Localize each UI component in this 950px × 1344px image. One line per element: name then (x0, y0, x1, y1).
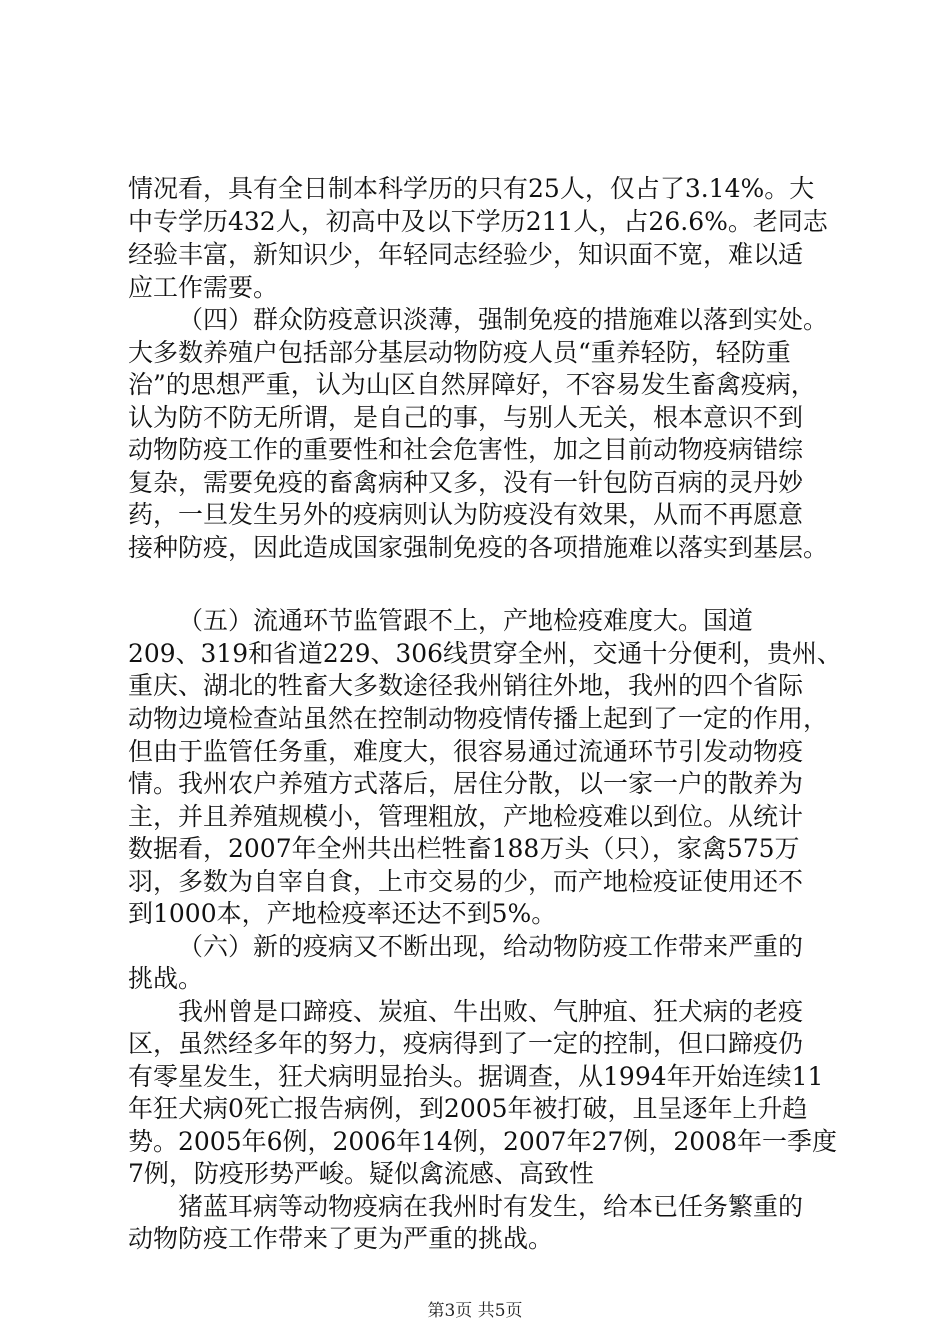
text-line: 经验丰富，新知识少，年轻同志经验少，知识面不宽，难以适 (128, 240, 804, 269)
text-line: 动物防疫工作带来了更为严重的挑战。 (128, 1224, 554, 1253)
section-heading-5: （五）流通环节监管跟不上，产地检疫难度大。国道 (178, 606, 754, 635)
text-line: 情况看，具有全日制本科学历的只有25人，仅占了3.14%。大 (128, 174, 815, 203)
section-heading-4: （四）群众防疫意识淡薄，强制免疫的措施难以落到实处。 (178, 305, 829, 334)
text-line: 数据看，2007年全州共出栏牲畜188万头（只），家禽575万 (128, 834, 800, 863)
text-line: 年狂犬病0死亡报告病例，到2005年被打破，且呈逐年上升趋 (128, 1094, 808, 1123)
text-line: 主，并且养殖规模小，管理粗放，产地检疫难以到位。从统计 (128, 802, 804, 831)
text-line: 209、319和省道229、306线贯穿全州，交通十分便利，贵州、 (128, 639, 842, 668)
text-line: 接种防疫，因此造成国家强制免疫的各项措施难以落实到基层。 (128, 533, 829, 562)
text-line: 认为防不防无所谓，是自己的事，与别人无关，根本意识不到 (128, 403, 804, 432)
text-line: 治”的思想严重，认为山区自然屏障好，不容易发生畜禽疫病， (128, 370, 816, 399)
text-line: 势。2005年6例，2006年14例，2007年27例，2008年一季度 (128, 1127, 838, 1156)
text-line: 情。我州农户养殖方式落后，居住分散，以一家一户的散养为 (128, 769, 804, 798)
text-line: 羽，多数为自宰自食，上市交易的少，而产地检疫证使用还不 (128, 867, 804, 896)
text-line: 重庆、湖北的牲畜大多数途径我州销往外地，我州的四个省际 (128, 671, 804, 700)
section-heading-6: （六）新的疫病又不断出现，给动物防疫工作带来严重的 (178, 932, 804, 961)
text-line: 我州曾是口蹄疫、炭疽、牛出败、气肿疽、狂犬病的老疫 (178, 997, 804, 1026)
text-line: 复杂，需要免疫的畜禽病种又多，没有一针包防百病的灵丹妙 (128, 468, 804, 497)
text-line: 挑战。 (128, 964, 204, 993)
text-line: 但由于监管任务重，难度大，很容易通过流通环节引发动物疫 (128, 737, 804, 766)
text-line: 7例，防疫形势严峻。疑似禽流感、高致性 (128, 1159, 594, 1188)
text-line: 动物边境检查站虽然在控制动物疫情传播上起到了一定的作用， (128, 704, 829, 733)
text-line: 猪蓝耳病等动物疫病在我州时有发生，给本已任务繁重的 (178, 1192, 804, 1221)
text-line: 应工作需要。 (128, 273, 279, 302)
text-line: 药，一旦发生另外的疫病则认为防疫没有效果，从而不再愿意 (128, 500, 804, 529)
text-line: 到1000本，产地检疫率还达不到5%。 (128, 899, 557, 928)
text-line: 动物防疫工作的重要性和社会危害性，加之目前动物疫病错综 (128, 435, 804, 464)
text-line: 有零星发生，狂犬病明显抬头。据调查，从1994年开始连续11 (128, 1062, 824, 1091)
page-number: 第3页 共5页 (427, 1301, 523, 1321)
text-line: 区，虽然经多年的努力，疫病得到了一定的控制，但口蹄疫仍 (128, 1029, 804, 1058)
text-line: 中专学历432人，初高中及以下学历211人，占26.6%。老同志 (128, 207, 828, 236)
text-line: 大多数养殖户包括部分基层动物防疫人员“重养轻防，轻防重 (128, 338, 791, 367)
